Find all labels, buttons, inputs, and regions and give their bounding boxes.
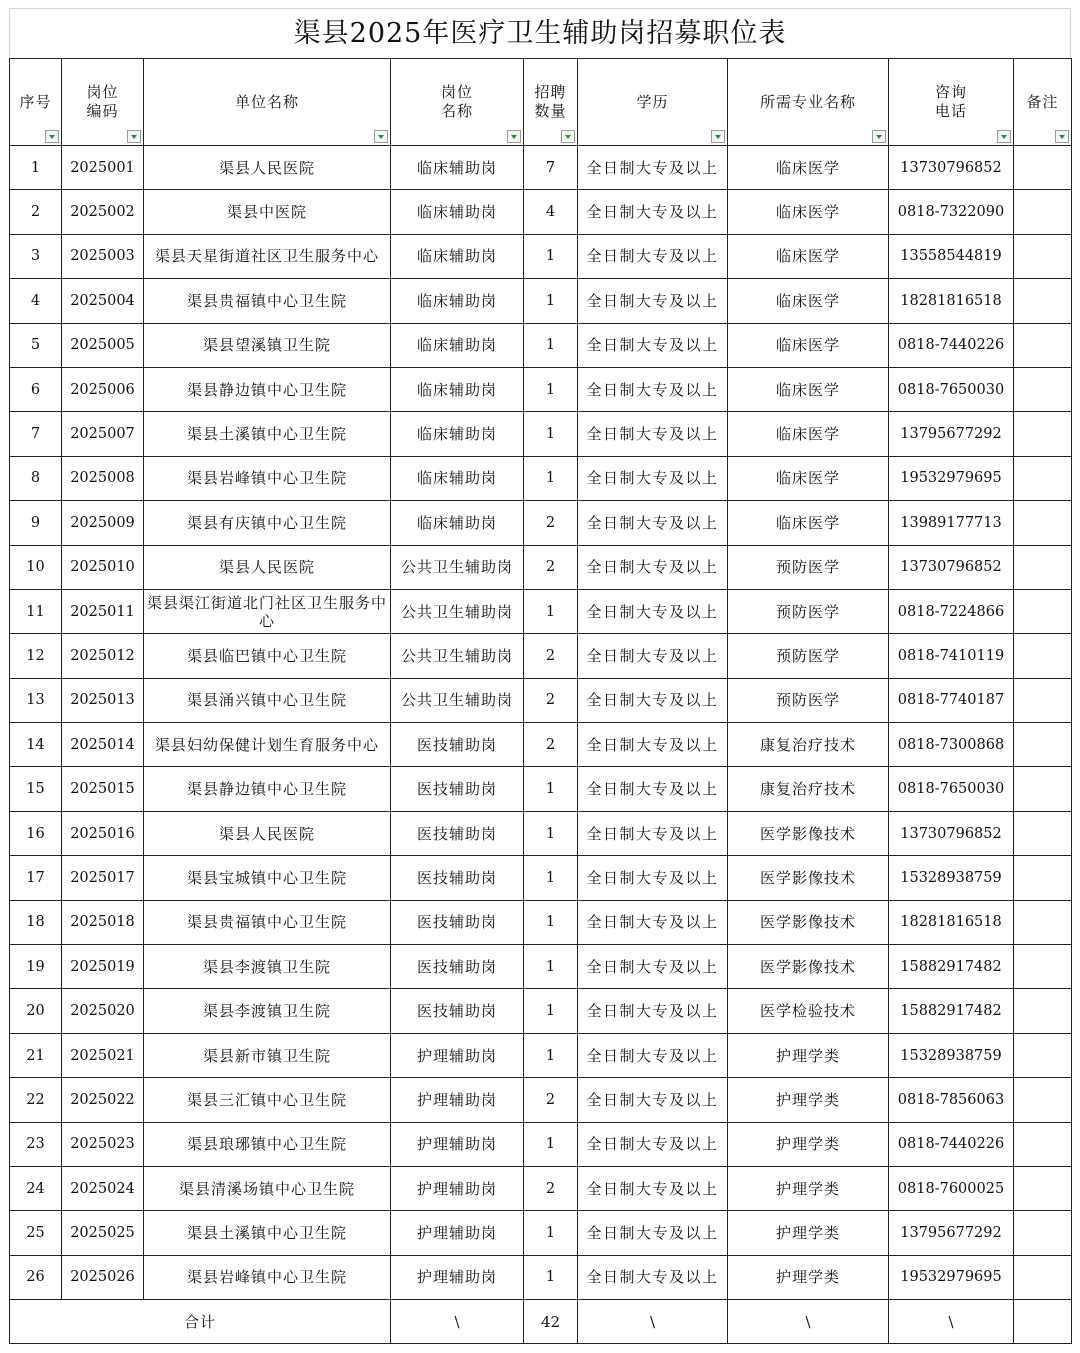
cell-seq: 14 (10, 723, 62, 767)
table-row (10, 146, 1072, 190)
cell-post: 护理辅助岗 (391, 1166, 524, 1210)
total-row (10, 1300, 1072, 1344)
table-row (10, 1255, 1072, 1299)
cell-remark (1014, 634, 1072, 678)
cell-count: 2 (524, 678, 578, 722)
cell-post: 医技辅助岗 (391, 945, 524, 989)
table-row (10, 1033, 1072, 1077)
cell-post: 临床辅助岗 (391, 501, 524, 545)
cell-code: 2025008 (62, 456, 144, 500)
cell-remark (1014, 545, 1072, 589)
cell-edu: 全日制大专及以上 (578, 589, 728, 633)
cell-code: 2025023 (62, 1122, 144, 1166)
cell-remark (1014, 323, 1072, 367)
header-code: 岗位 编码 (62, 59, 144, 146)
cell-code: 2025021 (62, 1033, 144, 1077)
cell-count: 1 (524, 767, 578, 811)
cell-code: 2025009 (62, 501, 144, 545)
cell-count: 2 (524, 545, 578, 589)
cell-remark (1014, 945, 1072, 989)
cell-count: 4 (524, 190, 578, 234)
cell-edu: 全日制大专及以上 (578, 723, 728, 767)
cell-major: 医学影像技术 (728, 811, 889, 855)
cell-major: 临床医学 (728, 323, 889, 367)
table-row (10, 1122, 1072, 1166)
cell-remark (1014, 1122, 1072, 1166)
cell-count: 1 (524, 367, 578, 411)
cell-remark (1014, 1211, 1072, 1255)
cell-code: 2025003 (62, 234, 144, 278)
cell-phone: 13795677292 (889, 412, 1014, 456)
cell-edu: 全日制大专及以上 (578, 678, 728, 722)
cell-major: 护理学类 (728, 1078, 889, 1122)
cell-remark (1014, 146, 1072, 190)
total-remark (1014, 1300, 1072, 1344)
table-row (10, 456, 1072, 500)
cell-phone: 18281816518 (889, 279, 1014, 323)
cell-remark (1014, 1255, 1072, 1299)
cell-code: 2025024 (62, 1166, 144, 1210)
cell-unit: 渠县人民医院 (144, 146, 391, 190)
cell-code: 2025011 (62, 589, 144, 633)
table-row (10, 501, 1072, 545)
cell-seq: 12 (10, 634, 62, 678)
cell-count: 2 (524, 723, 578, 767)
cell-post: 医技辅助岗 (391, 900, 524, 944)
cell-remark (1014, 723, 1072, 767)
cell-remark (1014, 856, 1072, 900)
cell-post: 护理辅助岗 (391, 1122, 524, 1166)
cell-post: 临床辅助岗 (391, 323, 524, 367)
total-post: \ (391, 1300, 524, 1344)
cell-edu: 全日制大专及以上 (578, 1078, 728, 1122)
cell-unit: 渠县天星街道社区卫生服务中心 (144, 234, 391, 278)
cell-major: 护理学类 (728, 1255, 889, 1299)
cell-unit: 渠县宝城镇中心卫生院 (144, 856, 391, 900)
cell-phone: 0818-7322090 (889, 190, 1014, 234)
cell-edu: 全日制大专及以上 (578, 545, 728, 589)
cell-count: 1 (524, 989, 578, 1033)
cell-code: 2025026 (62, 1255, 144, 1299)
cell-remark (1014, 279, 1072, 323)
filter-dropdown-icon[interactable] (711, 130, 725, 143)
table-row (10, 723, 1072, 767)
cell-unit: 渠县李渡镇卫生院 (144, 945, 391, 989)
table-row (10, 323, 1072, 367)
cell-unit: 渠县土溪镇中心卫生院 (144, 1211, 391, 1255)
cell-unit: 渠县临巴镇中心卫生院 (144, 634, 391, 678)
header-phone: 咨询 电话 (889, 59, 1014, 146)
cell-major: 临床医学 (728, 367, 889, 411)
cell-post: 护理辅助岗 (391, 1078, 524, 1122)
cell-count: 1 (524, 856, 578, 900)
cell-count: 1 (524, 900, 578, 944)
table-row (10, 1211, 1072, 1255)
cell-count: 2 (524, 634, 578, 678)
cell-major: 预防医学 (728, 545, 889, 589)
cell-phone: 18281816518 (889, 900, 1014, 944)
cell-unit: 渠县贵福镇中心卫生院 (144, 900, 391, 944)
cell-remark (1014, 456, 1072, 500)
cell-major: 临床医学 (728, 234, 889, 278)
cell-count: 2 (524, 1078, 578, 1122)
cell-remark (1014, 367, 1072, 411)
cell-unit: 渠县清溪场镇中心卫生院 (144, 1166, 391, 1210)
cell-phone: 19532979695 (889, 456, 1014, 500)
cell-seq: 2 (10, 190, 62, 234)
cell-edu: 全日制大专及以上 (578, 856, 728, 900)
cell-unit: 渠县中医院 (144, 190, 391, 234)
cell-code: 2025018 (62, 900, 144, 944)
total-edu: \ (578, 1300, 728, 1344)
recruitment-sheet (9, 8, 1071, 1344)
cell-phone: 15328938759 (889, 1033, 1014, 1077)
header-unit: 单位名称 (144, 59, 391, 146)
cell-unit: 渠县三汇镇中心卫生院 (144, 1078, 391, 1122)
cell-seq: 7 (10, 412, 62, 456)
cell-remark (1014, 1033, 1072, 1077)
cell-seq: 21 (10, 1033, 62, 1077)
cell-phone: 0818-7440226 (889, 1122, 1014, 1166)
cell-seq: 22 (10, 1078, 62, 1122)
cell-post: 临床辅助岗 (391, 456, 524, 500)
filter-dropdown-icon[interactable] (127, 130, 141, 143)
cell-count: 1 (524, 1122, 578, 1166)
cell-major: 临床医学 (728, 501, 889, 545)
cell-unit: 渠县妇幼保健计划生育服务中心 (144, 723, 391, 767)
cell-code: 2025017 (62, 856, 144, 900)
table-row (10, 234, 1072, 278)
cell-remark (1014, 900, 1072, 944)
cell-major: 预防医学 (728, 678, 889, 722)
cell-edu: 全日制大专及以上 (578, 945, 728, 989)
cell-post: 医技辅助岗 (391, 856, 524, 900)
cell-edu: 全日制大专及以上 (578, 456, 728, 500)
cell-seq: 25 (10, 1211, 62, 1255)
cell-unit: 渠县新市镇卫生院 (144, 1033, 391, 1077)
cell-post: 医技辅助岗 (391, 723, 524, 767)
cell-count: 1 (524, 234, 578, 278)
table-row (10, 190, 1072, 234)
table-row (10, 589, 1072, 633)
cell-phone: 13795677292 (889, 1211, 1014, 1255)
cell-unit: 渠县岩峰镇中心卫生院 (144, 1255, 391, 1299)
cell-seq: 3 (10, 234, 62, 278)
cell-post: 临床辅助岗 (391, 279, 524, 323)
table-row (10, 900, 1072, 944)
cell-edu: 全日制大专及以上 (578, 234, 728, 278)
cell-phone: 15882917482 (889, 989, 1014, 1033)
cell-major: 临床医学 (728, 146, 889, 190)
cell-code: 2025020 (62, 989, 144, 1033)
cell-post: 护理辅助岗 (391, 1211, 524, 1255)
cell-phone: 13730796852 (889, 545, 1014, 589)
cell-count: 1 (524, 412, 578, 456)
table-row (10, 989, 1072, 1033)
cell-count: 2 (524, 501, 578, 545)
cell-edu: 全日制大专及以上 (578, 900, 728, 944)
table-row (10, 945, 1072, 989)
cell-major: 康复治疗技术 (728, 723, 889, 767)
cell-edu: 全日制大专及以上 (578, 323, 728, 367)
total-count: 42 (524, 1300, 578, 1344)
cell-seq: 19 (10, 945, 62, 989)
cell-remark (1014, 234, 1072, 278)
cell-phone: 13989177713 (889, 501, 1014, 545)
cell-edu: 全日制大专及以上 (578, 989, 728, 1033)
cell-remark (1014, 412, 1072, 456)
cell-count: 1 (524, 811, 578, 855)
cell-unit: 渠县静边镇中心卫生院 (144, 767, 391, 811)
positions-table (9, 58, 1072, 1344)
cell-count: 1 (524, 323, 578, 367)
cell-code: 2025007 (62, 412, 144, 456)
cell-phone: 13730796852 (889, 146, 1014, 190)
table-row (10, 856, 1072, 900)
cell-seq: 9 (10, 501, 62, 545)
cell-post: 公共卫生辅助岗 (391, 545, 524, 589)
cell-remark (1014, 1166, 1072, 1210)
cell-seq: 10 (10, 545, 62, 589)
cell-code: 2025001 (62, 146, 144, 190)
cell-edu: 全日制大专及以上 (578, 367, 728, 411)
cell-remark (1014, 767, 1072, 811)
table-row (10, 279, 1072, 323)
total-label: 合计 (10, 1300, 391, 1344)
cell-major: 护理学类 (728, 1211, 889, 1255)
cell-code: 2025016 (62, 811, 144, 855)
cell-remark (1014, 589, 1072, 633)
cell-major: 医学影像技术 (728, 945, 889, 989)
cell-seq: 13 (10, 678, 62, 722)
cell-code: 2025019 (62, 945, 144, 989)
cell-seq: 5 (10, 323, 62, 367)
cell-remark (1014, 811, 1072, 855)
cell-post: 公共卫生辅助岗 (391, 678, 524, 722)
cell-unit: 渠县人民医院 (144, 545, 391, 589)
header-post: 岗位 名称 (391, 59, 524, 146)
cell-count: 1 (524, 1211, 578, 1255)
cell-count: 1 (524, 1033, 578, 1077)
cell-seq: 6 (10, 367, 62, 411)
table-row (10, 811, 1072, 855)
table-row (10, 634, 1072, 678)
cell-remark (1014, 1078, 1072, 1122)
cell-unit: 渠县静边镇中心卫生院 (144, 367, 391, 411)
cell-count: 1 (524, 456, 578, 500)
cell-code: 2025005 (62, 323, 144, 367)
cell-remark (1014, 989, 1072, 1033)
total-phone: \ (889, 1300, 1014, 1344)
cell-seq: 15 (10, 767, 62, 811)
cell-edu: 全日制大专及以上 (578, 1122, 728, 1166)
cell-seq: 17 (10, 856, 62, 900)
cell-code: 2025014 (62, 723, 144, 767)
filter-dropdown-icon[interactable] (45, 130, 59, 143)
cell-phone: 13558544819 (889, 234, 1014, 278)
cell-remark (1014, 190, 1072, 234)
cell-edu: 全日制大专及以上 (578, 767, 728, 811)
cell-code: 2025004 (62, 279, 144, 323)
cell-major: 临床医学 (728, 456, 889, 500)
cell-code: 2025002 (62, 190, 144, 234)
header-seq: 序号 (10, 59, 62, 146)
cell-phone: 0818-7300868 (889, 723, 1014, 767)
cell-edu: 全日制大专及以上 (578, 1166, 728, 1210)
header-edu: 学历 (578, 59, 728, 146)
cell-remark (1014, 501, 1072, 545)
cell-phone: 13730796852 (889, 811, 1014, 855)
cell-code: 2025010 (62, 545, 144, 589)
cell-seq: 4 (10, 279, 62, 323)
filter-dropdown-icon[interactable] (374, 130, 388, 143)
filter-dropdown-icon[interactable] (1055, 130, 1069, 143)
cell-seq: 16 (10, 811, 62, 855)
cell-post: 医技辅助岗 (391, 989, 524, 1033)
cell-phone: 0818-7440226 (889, 323, 1014, 367)
cell-phone: 15328938759 (889, 856, 1014, 900)
cell-major: 医学影像技术 (728, 856, 889, 900)
cell-seq: 23 (10, 1122, 62, 1166)
header-major: 所需专业名称 (728, 59, 889, 146)
cell-phone: 0818-7600025 (889, 1166, 1014, 1210)
cell-code: 2025013 (62, 678, 144, 722)
header-count: 招聘 数量 (524, 59, 578, 146)
cell-post: 护理辅助岗 (391, 1033, 524, 1077)
cell-major: 临床医学 (728, 279, 889, 323)
cell-major: 护理学类 (728, 1166, 889, 1210)
cell-seq: 1 (10, 146, 62, 190)
cell-unit: 渠县涌兴镇中心卫生院 (144, 678, 391, 722)
cell-phone: 0818-7650030 (889, 367, 1014, 411)
cell-code: 2025006 (62, 367, 144, 411)
cell-major: 预防医学 (728, 634, 889, 678)
cell-phone: 0818-7650030 (889, 767, 1014, 811)
cell-code: 2025022 (62, 1078, 144, 1122)
cell-post: 临床辅助岗 (391, 190, 524, 234)
cell-count: 2 (524, 1166, 578, 1210)
cell-seq: 8 (10, 456, 62, 500)
table-row (10, 1166, 1072, 1210)
cell-major: 医学检验技术 (728, 989, 889, 1033)
cell-unit: 渠县琅琊镇中心卫生院 (144, 1122, 391, 1166)
cell-edu: 全日制大专及以上 (578, 1033, 728, 1077)
cell-post: 临床辅助岗 (391, 412, 524, 456)
table-row (10, 412, 1072, 456)
cell-major: 护理学类 (728, 1122, 889, 1166)
cell-edu: 全日制大专及以上 (578, 634, 728, 678)
cell-post: 医技辅助岗 (391, 767, 524, 811)
cell-post: 医技辅助岗 (391, 811, 524, 855)
table-row (10, 767, 1072, 811)
cell-unit: 渠县有庆镇中心卫生院 (144, 501, 391, 545)
cell-phone: 0818-7740187 (889, 678, 1014, 722)
cell-major: 预防医学 (728, 589, 889, 633)
filter-dropdown-icon[interactable] (507, 130, 521, 143)
cell-count: 1 (524, 589, 578, 633)
cell-remark (1014, 678, 1072, 722)
cell-post: 临床辅助岗 (391, 367, 524, 411)
cell-phone: 0818-7224866 (889, 589, 1014, 633)
cell-phone: 0818-7856063 (889, 1078, 1014, 1122)
cell-unit: 渠县李渡镇卫生院 (144, 989, 391, 1033)
total-major: \ (728, 1300, 889, 1344)
header-remark: 备注 (1014, 59, 1072, 146)
cell-edu: 全日制大专及以上 (578, 146, 728, 190)
cell-count: 1 (524, 279, 578, 323)
cell-count: 1 (524, 1255, 578, 1299)
cell-major: 临床医学 (728, 412, 889, 456)
cell-post: 临床辅助岗 (391, 234, 524, 278)
cell-seq: 11 (10, 589, 62, 633)
cell-phone: 0818-7410119 (889, 634, 1014, 678)
filter-dropdown-icon[interactable] (997, 130, 1011, 143)
cell-edu: 全日制大专及以上 (578, 190, 728, 234)
cell-seq: 20 (10, 989, 62, 1033)
cell-edu: 全日制大专及以上 (578, 1255, 728, 1299)
table-row (10, 545, 1072, 589)
cell-code: 2025012 (62, 634, 144, 678)
filter-dropdown-icon[interactable] (872, 130, 886, 143)
header-row (10, 59, 1072, 146)
cell-phone: 19532979695 (889, 1255, 1014, 1299)
cell-seq: 18 (10, 900, 62, 944)
table-row (10, 367, 1072, 411)
table-body (10, 146, 1072, 1344)
cell-unit: 渠县人民医院 (144, 811, 391, 855)
cell-seq: 24 (10, 1166, 62, 1210)
cell-post: 公共卫生辅助岗 (391, 589, 524, 633)
cell-post: 护理辅助岗 (391, 1255, 524, 1299)
cell-phone: 15882917482 (889, 945, 1014, 989)
page-title: 渠县2025年医疗卫生辅助岗招募职位表 (9, 8, 1071, 58)
cell-code: 2025015 (62, 767, 144, 811)
cell-post: 公共卫生辅助岗 (391, 634, 524, 678)
cell-major: 护理学类 (728, 1033, 889, 1077)
cell-code: 2025025 (62, 1211, 144, 1255)
cell-unit: 渠县望溪镇卫生院 (144, 323, 391, 367)
cell-edu: 全日制大专及以上 (578, 1211, 728, 1255)
cell-unit: 渠县贵福镇中心卫生院 (144, 279, 391, 323)
cell-major: 医学影像技术 (728, 900, 889, 944)
filter-dropdown-icon[interactable] (561, 130, 575, 143)
cell-unit: 渠县岩峰镇中心卫生院 (144, 456, 391, 500)
cell-seq: 26 (10, 1255, 62, 1299)
table-row (10, 1078, 1072, 1122)
cell-edu: 全日制大专及以上 (578, 501, 728, 545)
cell-edu: 全日制大专及以上 (578, 279, 728, 323)
cell-unit: 渠县土溪镇中心卫生院 (144, 412, 391, 456)
cell-edu: 全日制大专及以上 (578, 811, 728, 855)
cell-major: 康复治疗技术 (728, 767, 889, 811)
cell-count: 7 (524, 146, 578, 190)
cell-unit: 渠县渠江街道北门社区卫生服务中心 (144, 589, 391, 633)
cell-major: 临床医学 (728, 190, 889, 234)
cell-count: 1 (524, 945, 578, 989)
cell-post: 临床辅助岗 (391, 146, 524, 190)
cell-edu: 全日制大专及以上 (578, 412, 728, 456)
table-row (10, 678, 1072, 722)
